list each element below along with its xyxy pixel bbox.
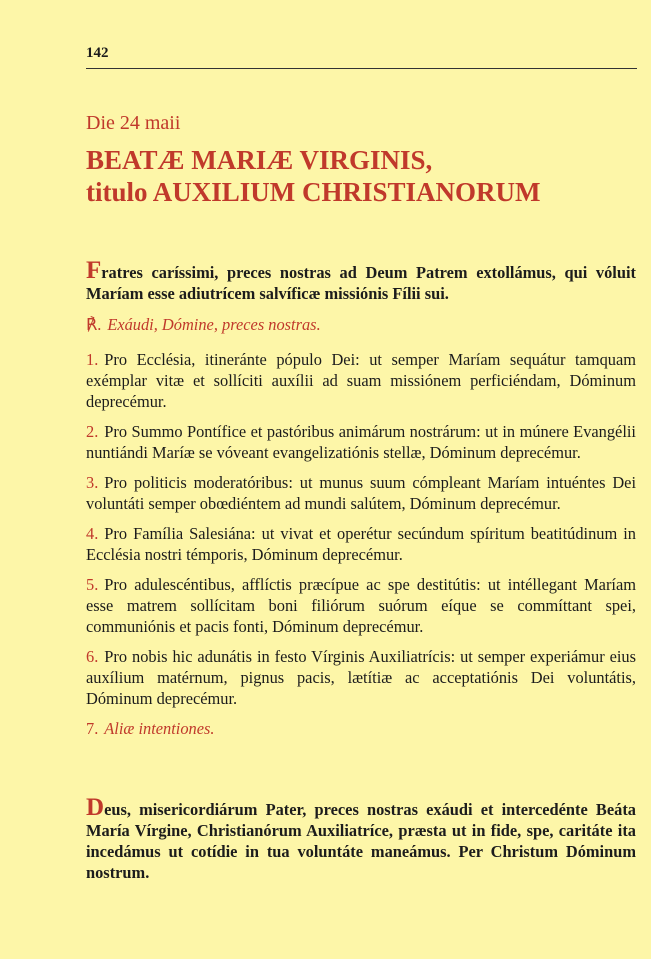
prayer-content (86, 257, 636, 883)
response-symbol: ℟. (86, 315, 102, 334)
closing-dropcap: D (86, 794, 105, 821)
petition-number: 5. (86, 575, 99, 594)
feast-title-line-2: titulo AUXILIUM CHRISTIANORUM (86, 177, 541, 207)
date-heading: Die 24 maii (86, 112, 181, 134)
petition-item (86, 523, 636, 565)
petition-item (86, 421, 636, 463)
page-number: 142 (86, 45, 109, 61)
petition-number: 4. (86, 524, 99, 543)
closing-prayer (86, 794, 636, 883)
feast-title (86, 144, 626, 208)
intro-dropcap: F (86, 257, 102, 284)
petition-number: 3. (86, 473, 99, 492)
other-intentions (86, 718, 636, 739)
petition-text: Pro Família Salesiána: ut vivat et operétur secúndum spíritum beatitúdinum in Ecclésia nostri témporis, Dóminum deprecémur. (86, 524, 636, 564)
other-intentions-text: Aliæ intentiones. (104, 719, 215, 738)
petition-item (86, 472, 636, 514)
other-intentions-number: 7. (86, 719, 99, 738)
petition-item (86, 574, 636, 637)
petition-text: Pro Summo Pontífice et pastóribus animárum nostrárum: ut in múnere Evangélii nuntiándi Maríæ se vóveant evangelizatiónis stellæ, Dóminum deprecémur. (86, 422, 636, 462)
intro-text: ratres caríssimi, preces nostras ad Deum Patrem extollámus, qui vóluit Maríam esse adiutrícem salvíficæ missiónis Fílii sui. (86, 263, 636, 303)
petition-number: 1. (86, 350, 99, 369)
response-line (86, 314, 636, 335)
petition-text: Pro nobis hic adunátis in festo Vírginis Auxiliatrícis: ut semper experiámur eius auxílium matérnum, pignus pacis, lætítiæ ac acceptatiónis Dei voluntátis, Dóminum deprecémur. (86, 647, 636, 708)
intro-paragraph (86, 257, 636, 304)
petition-item (86, 349, 636, 412)
petition-number: 6. (86, 647, 99, 666)
petition-text: Pro adulescéntibus, afflíctis præcípue ac spe destitútis: ut intéllegant Maríam esse matrem sollícitam boni filiórum suórum eíque se commíttant spei, communiónis et pacis fonti, Dóminum deprecémur. (86, 575, 636, 636)
petition-number: 2. (86, 422, 99, 441)
header-rule (86, 68, 637, 69)
petition-list (86, 349, 636, 709)
petition-text: Pro Ecclésia, itineránte pópulo Dei: ut semper Maríam sequátur tamquam exémplar vitæ et sollíciti auxílii ad suam missiónem perficiéndam, Dóminum deprecémur. (86, 350, 636, 411)
closing-text: eus, misericordiárum Pater, preces nostras exáudi et intercedénte Beáta María Vírgine, Christianórum Auxiliatríce, præsta ut in fide, spe, caritáte ita incedámus ut cotídie in tua voluntáte maneámus. Per Christum Dóminum nostrum. (86, 800, 636, 882)
petition-text: Pro politicis moderatóribus: ut munus suum cómpleant Maríam intuéntes Dei voluntáti semper obœdiéntem ad mundi salútem, Dóminum deprecémur. (86, 473, 636, 513)
petition-item (86, 646, 636, 709)
feast-title-line-1: BEATÆ MARIÆ VIRGINIS, (86, 145, 433, 175)
response-text: Exáudi, Dómine, preces nostras. (107, 315, 321, 334)
